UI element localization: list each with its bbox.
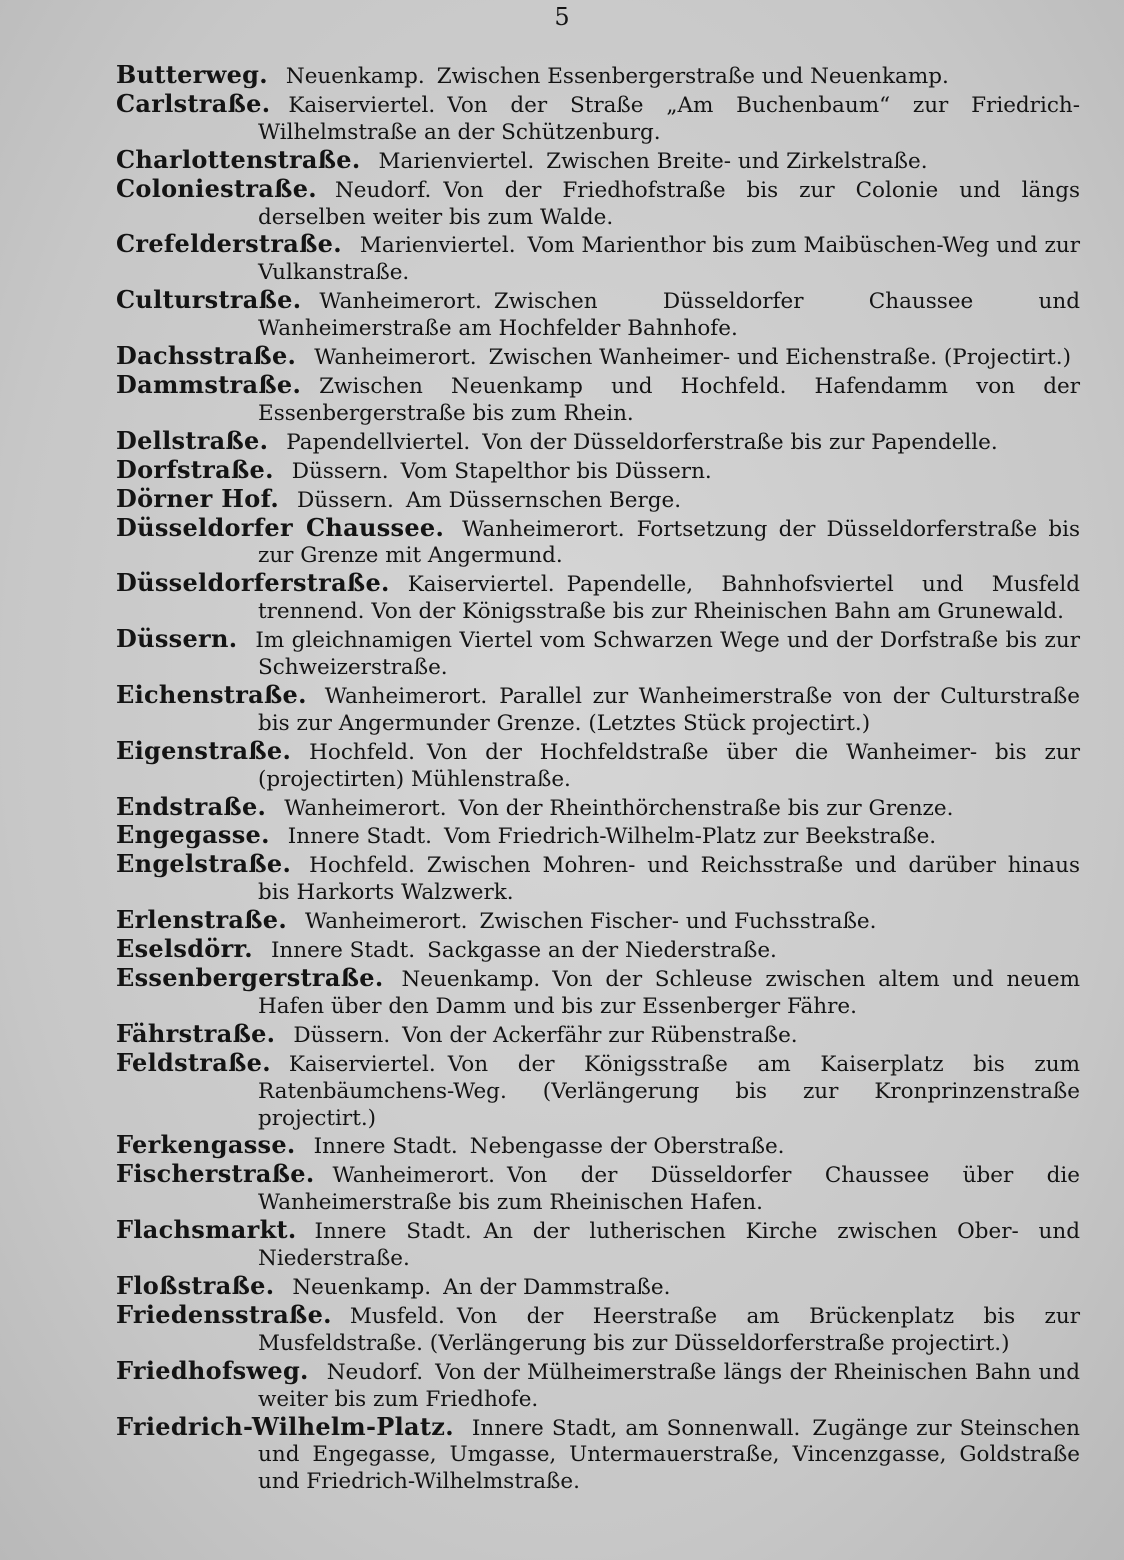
street-district: Neuenkamp. — [401, 967, 541, 992]
page-number: 5 — [554, 3, 570, 31]
street-district: Innere Stadt. — [270, 938, 416, 964]
street-description: An der Dammstraße. — [443, 1274, 671, 1300]
street-entry — [116, 626, 1080, 682]
street-description: Sackgasse an der Niederstraße. — [427, 938, 777, 964]
street-district: Wanheimerort. — [324, 683, 488, 709]
street-district: Neuenkamp. — [292, 1274, 432, 1300]
street-district: Hochfeld. — [309, 739, 415, 765]
street-description: Vom Stapelthor bis Düssern. — [400, 458, 712, 484]
street-entry — [116, 1047, 1080, 1133]
street-name: Endstraße. — [116, 791, 267, 821]
street-description: Von der Friedhofstraße bis zur Colonie und längs derselben weiter bis zum Walde. — [258, 177, 1080, 230]
street-entry — [116, 791, 1080, 823]
street-entry — [116, 369, 1080, 428]
street-description: Von der Rheinthörchenstraße bis zur Grenze. — [458, 795, 954, 821]
street-district: Neuenkamp. — [285, 64, 425, 89]
street-entry — [116, 1132, 1080, 1161]
street-name: Eigenstraße. — [116, 735, 292, 765]
street-name: Friedrich-Wilhelm-Platz. — [116, 1411, 454, 1441]
street-entry — [116, 1217, 1080, 1273]
street-description: Vom Friedrich-Wilhelm-Platz zur Beekstraße. — [443, 824, 937, 850]
street-district: Musfeld. — [349, 1303, 445, 1329]
street-district: Wanheimerort. — [284, 795, 447, 821]
street-directory — [116, 62, 1080, 1496]
street-entry — [116, 679, 1080, 738]
street-name: Engegasse. — [116, 820, 270, 850]
street-name: Fährstraße. — [116, 1018, 276, 1048]
street-name: Friedensstraße. — [116, 1299, 332, 1329]
street-name: Dörner Hof. — [116, 483, 279, 513]
street-description: Papendelle, Bahnhofsviertel und Musfeld trennend. Von der Königsstraße bis zur Rheinischen Bahn am Grunewald. — [258, 572, 1080, 625]
street-entry — [116, 735, 1080, 794]
street-district: Kaiserviertel. — [288, 92, 436, 118]
street-district: Düssern. — [293, 1022, 391, 1048]
street-entry — [116, 1411, 1080, 1497]
street-district: Kaiserviertel. — [288, 1051, 436, 1077]
street-name: Dachsstraße. — [116, 341, 297, 371]
street-name: Culturstraße. — [116, 285, 302, 315]
street-name: Essenbergerstraße. — [116, 963, 384, 992]
street-description: Zwischen Breite- und Zirkelstraße. — [546, 148, 928, 174]
street-description: Zwischen Neuenkamp und Hochfeld. Hafendamm von der Essenbergerstraße bis zum Rhein. — [258, 373, 1080, 426]
street-district: Innere Stadt. — [313, 1134, 458, 1160]
street-entry — [116, 512, 1080, 571]
street-name: Düsseldorferstraße. — [116, 568, 390, 598]
street-district: Marienviertel. — [378, 148, 535, 174]
street-district: Wanheimerort. — [319, 289, 482, 315]
street-district: Innere Stadt. — [314, 1219, 472, 1245]
street-entry — [116, 851, 1080, 907]
street-name: Coloniestraße. — [116, 173, 317, 203]
street-description: Zwischen Essenbergerstraße und Neuenkamp. — [436, 64, 949, 89]
street-district: Kaiserviertel. — [407, 572, 555, 598]
street-district: Wanheimerort. — [332, 1163, 495, 1189]
street-entry — [116, 570, 1080, 626]
street-description: Im gleichnamigen Viertel vom Schwarzen Wege und der Dorfstraße bis zur Schweizerstraße. — [255, 628, 1080, 681]
street-description: Von der Hochfeldstraße über die Wanheimer- bis zur (projectirten) Mühlenstraße. — [258, 739, 1080, 792]
street-district: Neudorf. — [326, 1359, 424, 1385]
street-description: Von der Mülheimerstraße längs der Rheinischen Bahn und weiter bis zum Friedhofe. — [258, 1359, 1080, 1412]
street-entry — [116, 287, 1080, 343]
street-description: Von der Schleuse zwischen altem und neuem Hafen über den Damm und bis zur Essenberger Fähre. — [258, 967, 1080, 1019]
street-name: Dorfstraße. — [116, 454, 274, 484]
street-entry — [116, 1018, 1080, 1050]
street-description: Vom Marienthor bis zum Maibüschen-Weg und zur Vulkanstraße. — [258, 233, 1080, 286]
street-description: Zwischen Düsseldorfer Chaussee und Wanheimerstraße am Hochfelder Bahnhofe. — [258, 289, 1080, 342]
street-description: Von der Düsseldorferstraße bis zur Papendelle. — [482, 429, 998, 455]
street-district: Düssern. — [297, 487, 394, 513]
street-name: Carlstraße. — [116, 88, 271, 118]
street-district: Düssern. — [291, 458, 389, 484]
street-entry — [116, 965, 1080, 1021]
street-description: Fortsetzung der Düsseldorferstraße bis zur Grenze mit Angermund. — [258, 516, 1080, 569]
street-district: Wanheimerort. — [314, 345, 477, 371]
street-name: Dammstraße. — [116, 369, 302, 399]
street-name: Erlenstraße. — [116, 905, 288, 935]
street-name: Feldstraße. — [116, 1047, 271, 1077]
street-district: Hochfeld. — [309, 853, 415, 879]
street-district: Papendellviertel. — [286, 429, 471, 455]
street-entry — [116, 343, 1080, 372]
street-entry — [116, 144, 1080, 176]
street-description: Von der Straße „Am Buchenbaum“ zur Friedrich-Wilhelmstraße an der Schützenburg. — [258, 92, 1080, 145]
street-entry — [116, 425, 1080, 457]
street-name: Charlottenstraße. — [116, 144, 361, 174]
street-entry — [116, 1299, 1080, 1358]
street-district: Innere Stadt. — [287, 824, 432, 850]
street-name: Floßstraße. — [116, 1270, 275, 1300]
street-entry — [116, 822, 1080, 851]
street-description: Zwischen Fischer- und Fuchsstraße. — [479, 909, 877, 935]
street-district: Innere Stadt, am Sonnenwall. — [471, 1415, 801, 1441]
street-name: Düssern. — [116, 624, 238, 654]
street-name: Eselsdörr. — [116, 934, 253, 964]
street-name: Fischerstraße. — [116, 1159, 315, 1189]
street-entry — [116, 483, 1080, 515]
street-entry — [116, 173, 1080, 232]
street-description: Von der Königsstraße am Kaiserplatz bis zum Ratenbäumchens-Weg. (Verlängerung bis zur Kronprinzenstraße projectirt.) — [258, 1051, 1080, 1131]
street-district: Marienviertel. — [359, 233, 516, 259]
street-name: Dellstraße. — [116, 425, 269, 455]
street-description: Zugänge zur Steinschen und Engegasse, Umgasse, Untermauerstraße, Vincenzgasse, Goldstraße und Friedrich-Wilhelmstraße. — [258, 1415, 1080, 1495]
street-name: Flachsmarkt. — [116, 1215, 297, 1245]
street-entry — [116, 88, 1080, 147]
street-entry — [116, 907, 1080, 936]
street-name: Ferkengasse. — [116, 1130, 296, 1160]
street-description: Zwischen Mohren- und Reichsstraße und darüber hinaus bis Harkorts Walzwerk. — [258, 853, 1080, 906]
street-description: Von der Heerstraße am Brückenplatz bis zur Musfeldstraße. (Verlängerung bis zur Düsseldorferstraße projectirt.) — [258, 1303, 1080, 1356]
street-district: Wanheimerort. — [305, 909, 468, 935]
street-entry — [116, 1161, 1080, 1217]
street-entry — [116, 454, 1080, 486]
street-entry — [116, 62, 1080, 91]
street-district: Neudorf. — [334, 177, 432, 203]
street-district: Wanheimerort. — [462, 516, 625, 542]
street-name: Engelstraße. — [116, 849, 292, 879]
street-name: Butterweg. — [116, 60, 268, 89]
street-description: An der lutherischen Kirche zwischen Ober- und Niederstraße. — [258, 1219, 1081, 1272]
street-name: Crefelderstraße. — [116, 229, 342, 259]
street-name: Düsseldorfer Chaussee. — [116, 512, 445, 542]
street-entry — [116, 231, 1080, 287]
street-description: Von der Ackerfähr zur Rübenstraße. — [402, 1022, 798, 1048]
street-description: Von der Düsseldorfer Chaussee über die Wanheimerstraße bis zum Rheinischen Hafen. — [258, 1163, 1080, 1216]
street-name: Eichenstraße. — [116, 679, 307, 709]
street-description: Nebengasse der Oberstraße. — [469, 1134, 785, 1160]
street-description: Zwischen Wanheimer- und Eichenstraße. (Projectirt.) — [488, 345, 1072, 371]
street-description: Am Düssernschen Berge. — [405, 487, 682, 513]
street-entry — [116, 1270, 1080, 1302]
street-entry — [116, 936, 1080, 965]
street-name: Friedhofsweg. — [116, 1355, 309, 1385]
street-description: Parallel zur Wanheimerstraße von der Culturstraße bis zur Angermunder Grenze. (Letztes Stück projectirt.) — [258, 683, 1080, 736]
street-entry — [116, 1355, 1080, 1414]
